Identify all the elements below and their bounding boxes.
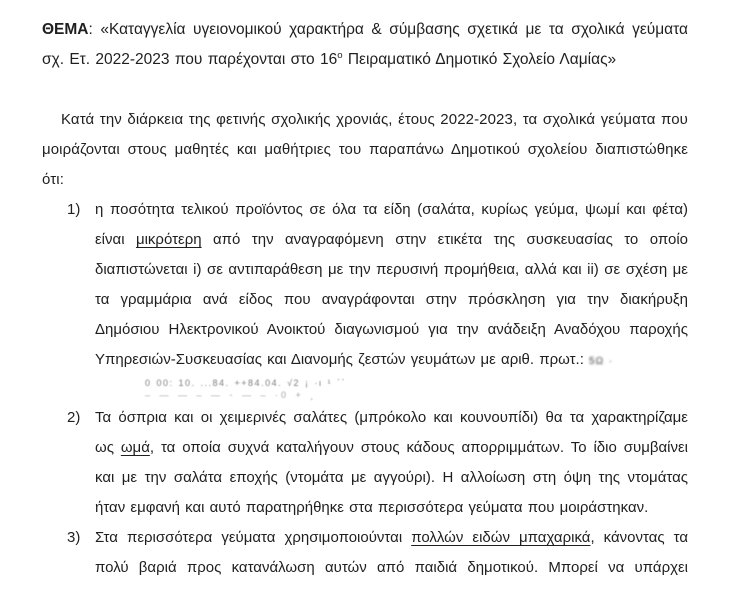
subject-label: ΘΕΜΑ xyxy=(42,21,89,38)
subject-tail: Πειραματικό Δημοτικό Σχολείο Λαμίας» xyxy=(342,51,617,68)
faded-stamp-row-1: 0 00: 10. ...84. ++84.04. √2 ¡ ·ι ¹ ΄΄ xyxy=(145,378,347,388)
list-item-2 xyxy=(42,403,688,523)
list-number-3: 3) xyxy=(67,529,81,546)
subject-heading xyxy=(42,15,688,75)
faded-stamp-line xyxy=(145,377,688,403)
item-2-text-pre: Τα όσπρια και οι χειμερινές σαλάτες (μπρόκολο και κουνουπίδι) θα τα χαρακτηρίζαμε ως xyxy=(95,409,688,456)
ordinal-superscript: ο xyxy=(337,49,343,61)
item-2-underlined-word: ωμά xyxy=(120,439,150,456)
item-3-text-pre: Στα περισσότερα γεύματα χρησιμοποιούνται xyxy=(95,529,412,546)
faded-stamp-row-2: – — — – — - — – ·0 + ¸ xyxy=(145,390,317,400)
list-number-2: 2) xyxy=(67,409,81,426)
list-item-3 xyxy=(42,523,688,583)
subject-body: : «Καταγγελία υγειονομικού χαρακτήρα & σύμβασης σχετικά με τα σχολικά γεύματα σχ. Ετ. 2022-2023 που παρέχονται στο 16 xyxy=(42,21,688,68)
list-number-1: 1) xyxy=(67,201,81,218)
item-3-text-post: , κάνοντας τα πολύ βαριά προς κατανάλωση αυτών από παιδιά δημοτικού. Μπορεί να υπάρχει xyxy=(95,529,688,576)
intro-paragraph: Κατά την διάρκεια της φετινής σχολικής χρονιάς, έτους 2022-2023, τα σχολικά γεύματα που μοιράζονται στους μαθητές και μαθήτριες του παραπάνω Δημοτικού σχολείου διαπιστώθηκε ότι: xyxy=(42,111,688,188)
item-1-text-post: από την αναγραφόμενη στην ετικέτα της συσκευασίας το οποίο διαπιστώνεται i) σε αντιπαράθεση με την περυσινή προμήθεια, αλλά και ii) σε σχέση με τα γραμμάρια ανά είδος που αναγράφονται στην πρόσκληση για την διακήρυξη Δημόσιου Ηλεκτρονικού Ανοικτού διαγωνισμού για την ανάδειξη Αναδόχου παροχής Υπηρεσιών-Συσκευασίας και Διανομής ζεστών γευμάτων με αριθ. πρωτ.: xyxy=(95,231,688,368)
item-1-underlined-word: μικρότερη xyxy=(135,231,202,248)
item-3-underlined-phrase: πολλών ειδών μπαχαρικά xyxy=(411,529,591,546)
item-2-text-post: , τα οποία συχνά καταλήγουν στους κάδους απορριμμάτων. Το ίδιο συμβαίνει και με την σαλάτα εποχής (ντομάτα με αγγούρι). Η αλλοίωση στη όψη της ντομάτας ήταν εμφανή και αυτό παρατηρήθηκε στα περισσότερα γεύματα που μοιράστηκαν. xyxy=(95,439,688,516)
item-1-text-pre: η ποσότητα τελικού προϊόντος σε όλα τα είδη (σαλάτα, κυρίως γεύμα, ψωμί και φέτα) είναι xyxy=(95,201,688,248)
list-item-1 xyxy=(42,195,688,403)
redacted-protocol-smudge: 5Ω · xyxy=(589,356,614,367)
